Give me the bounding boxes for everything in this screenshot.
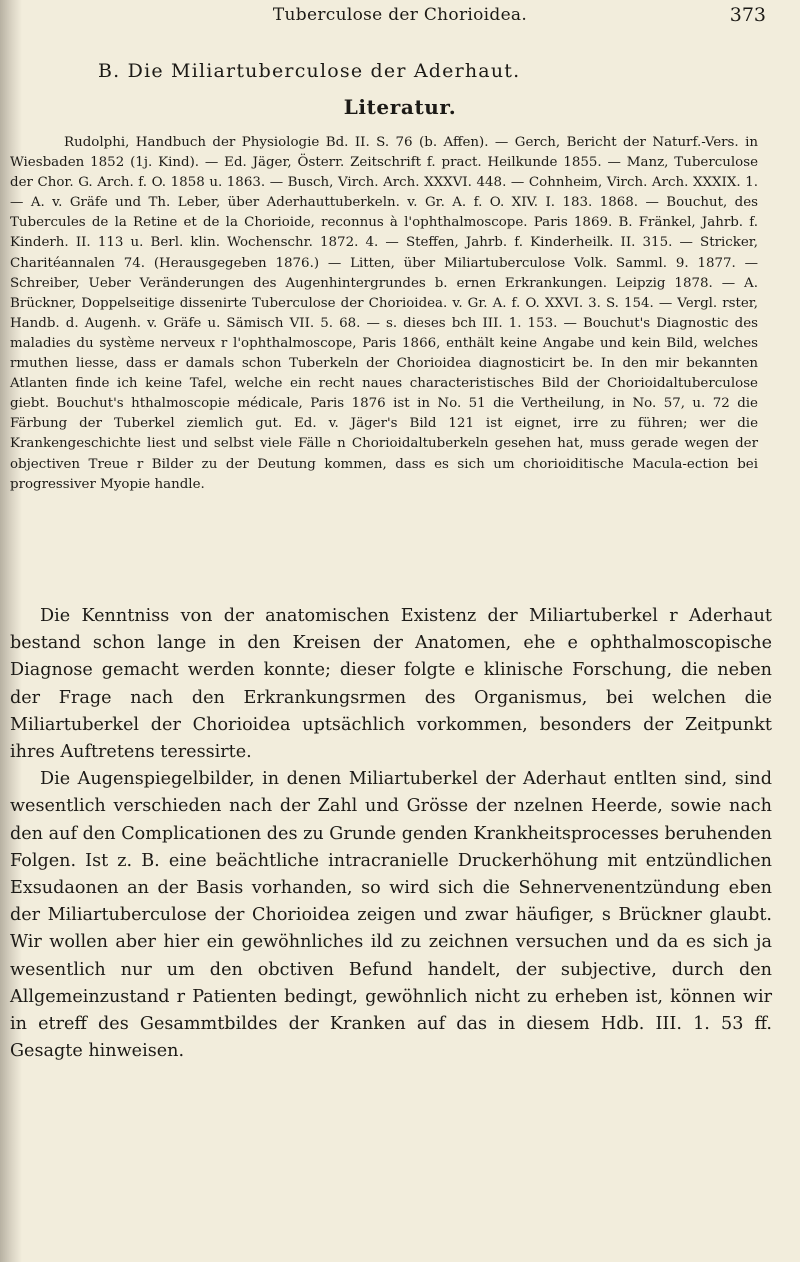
body-paragraph: Die Kenntniss von der anatomischen Existenz der Miliartuberkel r Aderhaut bestand schon lange in den Kreisen der Anatomen, ehe e ophthalmoscopische Diagnose gemacht werden konnte; dieser folgte e klinische Forschung, die neben der Frage nach den Erkrankungsrmen des Organismus, bei welchen die Miliartuberkel der Chorioidea uptsächlich vorkommen, besonders der Zeitpunkt ihres Auftretens teressirte. <box>10 606 772 763</box>
references-paragraph: Rudolphi, Handbuch der Physiologie Bd. II. S. 76 (b. Affen). — Gerch, Bericht der Naturf.-Vers. in Wiesbaden 1852 (1j. Kind). — Ed. Jäger, Österr. Zeitschrift f. pract. Heilkunde 1855. — Manz, Tuberculose der Chor. G. Arch. f. O. 1858 u. 1863. — Busch, Virch. Arch. XXXVI. 448. — Cohnheim, Virch. Arch. XXXIX. 1. — A. v. Gräfe und Th. Leber, über Aderhauttuberkeln. v. Gr. A. f. O. XIV. I. 183. 1868. — Bouchut, des Tubercules de la Retine et de la Chorioide, reconnus à l'ophthalmoscope. Paris 1869. B. Fränkel, Jahrb. f. Kinderh. II. 113 u. Berl. klin. Wochenschr. 1872. 4. — Steffen, Jahrb. f. Kinderheilk. II. 315. — Stricker, Charitéannalen 74. (Herausgegeben 1876.) — Litten, über Miliartuberculose Volk. Samml. 9. 1877. — Schreiber, Ueber Veränderungen des Augenhintergrundes b. ernen Erkrankungen. Leipzig 1878. — A. Brückner, Doppelseitige dissenirte Tuberculose der Chorioidea. v. Gr. A. f. O. XXVI. 3. S. 154. — Vergl. rster, Handb. d. Augenh. v. Gräfe u. Sämisch VII. 5. 68. — s. dieses bch III. 1. 153. — Bouchut's Diagnostic des maladies du système nerveux r l'ophthalmoscope, Paris 1866, enthält keine Angabe und kein Bild, welches rmuthen liesse, dass er damals schon Tuberkeln der Chorioidea diagnosticirt be. In den mir bekannten Atlanten finde ich keine Tafel, welche ein recht naues characteristisches Bild der Chorioidaltuberculose giebt. Bouchut's hthalmoscopie médicale, Paris 1876 ist in No. 51 die Vertheilung, in No. 57, u. 72 die Färbung der Tuberkel ziemlich gut. Ed. v. Jäger's Bild 121 ist eignet, irre zu führen; wer die Krankengeschichte liest und selbst viele Fälle n Chorioidaltuberkeln gesehen hat, muss gerade wegen der objectiven Treue r Bilder zu der Deutung kommen, dass es sich um chorioiditische Macula-ection bei progressiver Myopie handle. <box>10 135 758 492</box>
running-head-title: Tuberculose der Chorioidea. <box>272 5 528 25</box>
page-number: 373 <box>729 4 766 26</box>
body-paragraph: Die Augenspiegelbilder, in denen Miliartuberkel der Aderhaut entlten sind, sind wesentlich verschieden nach der Zahl und Grösse der nzelnen Heerde, sowie nach den auf den Complicationen des zu Grunde genden Krankheitsprocesses beruhenden Folgen. Ist z. B. eine beächtliche intracranielle Druckerhöhung mit entzündlichen Exsudaonen an der Basis vorhanden, so wird sich die Sehnervenentzündung eben der Miliartuberculose der Chorioidea zeigen und zwar häufiger, s Brückner glaubt. Wir wollen aber hier ein gewöhnliches ild zu zeichnen versuchen und da es sich ja wesentlich nur um den obctiven Befund handelt, der subjective, durch den Allgemeinzustand r Patienten bedingt, gewöhnlich nicht zu erheben ist, können wir in etreff des Gesammtbildes der Kranken auf das in diesem Hdb. III. 1. 53 ff. Gesagte hinweisen. <box>10 769 772 1062</box>
references-block <box>10 133 758 495</box>
section-heading: B. Die Miliartuberculose der Aderhaut. <box>98 60 521 82</box>
running-head <box>0 2 800 28</box>
body-text <box>10 603 772 1065</box>
literature-heading: Literatur. <box>343 95 457 119</box>
